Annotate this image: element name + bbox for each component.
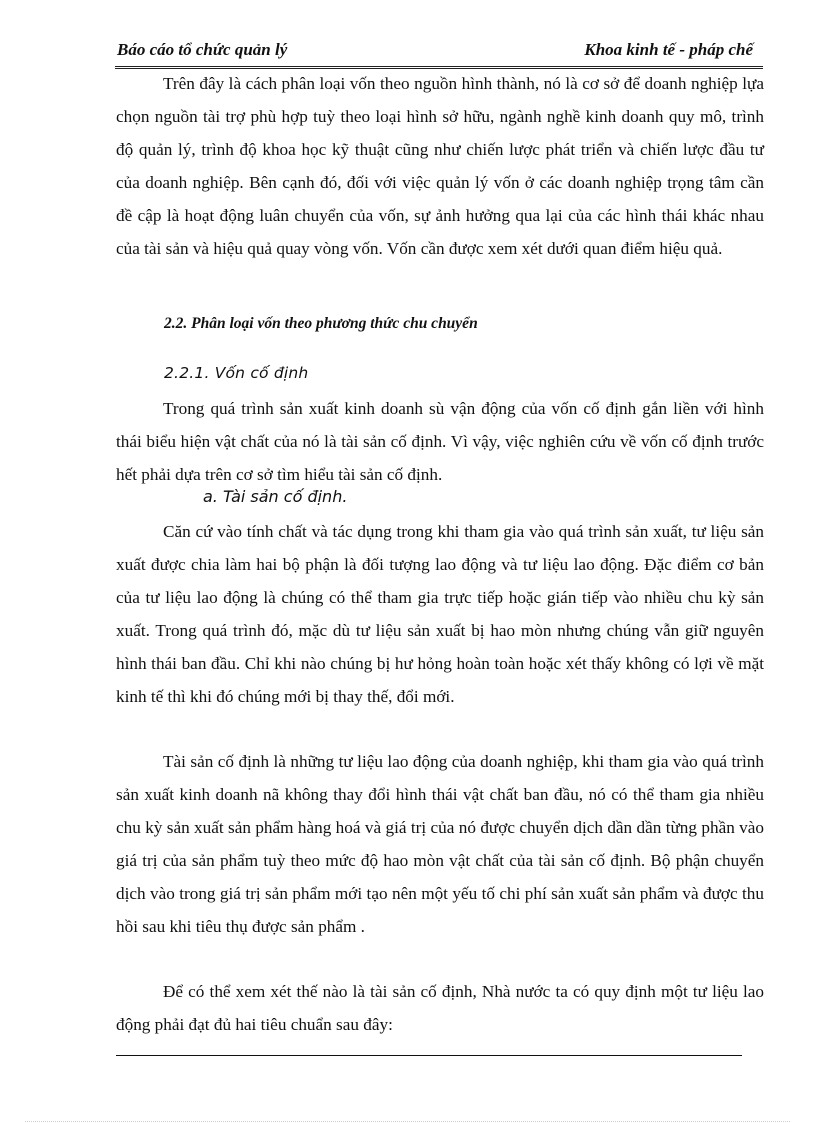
paragraph-labour-means: Căn cứ vào tính chất và tác dụng trong khi tham gia vào quá trình sản xuất, tư liệu sản xuất được chia làm hai bộ phận là đối tượng lao động và tư liệu lao động. Đặc điểm cơ bản của tư liệu lao động là chúng có thể tham gia trực tiếp hoặc gián tiếp vào nhiều chu kỳ sản xuất. Trong quá trình đó, mặc dù tư liệu sản xuất bị hao mòn nhưng chúng vẫn giữ nguyên hình thái ban đầu. Chỉ khi nào chúng bị hư hỏng hoàn toàn hoặc xét thấy không có lợi về mặt kinh tế thì khi đó chúng mới bị thay thế, đổi mới. xyxy=(116,522,764,706)
paragraph-fixed-asset-criteria: Để có thể xem xét thế nào là tài sản cố định, Nhà nước ta có quy định một tư liệu lao động phải đạt đủ hai tiêu chuẩn sau đây: xyxy=(116,982,764,1034)
subheading-fixed-assets: a. Tài sản cố định. xyxy=(203,487,348,506)
footer-divider xyxy=(116,1055,742,1056)
header-right-title: Khoa kinh tế - pháp chế xyxy=(584,40,753,59)
paragraph-capital-classification-summary: Trên đây là cách phân loại vốn theo nguồn hình thành, nó là cơ sở để doanh nghiệp lựa chọn nguồn tài trợ phù hợp tuỳ theo loại hình sở hữu, ngành nghề kinh doanh quy mô, trình độ quản lý, trình độ khoa học kỹ thuật cũng như chiến lược phát triển và chiến lược đầu tư của doanh nghiệp. Bên cạnh đó, đối với việc quản lý vốn ở các doanh nghiệp trọng tâm cần đề cập là hoạt động luân chuyển của vốn, sự ảnh hưởng qua lại của các hình thái khác nhau của tài sản và hiệu quả quay vòng vốn. Vốn cần được xem xét dưới quan điểm hiệu quả. xyxy=(116,74,764,258)
paragraph-fixed-asset-definition: Tài sản cố định là những tư liệu lao động của doanh nghiệp, khi tham gia vào quá trình sản xuất kinh doanh nã không thay đổi hình thái vật chất ban đầu, nó có thể tham gia nhiều chu kỳ sản xuất sản phẩm hàng hoá và giá trị của nó được chuyển dịch dần dần từng phần vào giá trị của sản phẩm tuỳ theo mức độ hao mòn vật chất của tài sản cố định. Bộ phận chuyển dịch vào trong giá trị sản phẩm mới tạo nên một yếu tố chi phí sản xuất sản phẩm và được thu hồi sau khi tiêu thụ được sản phẩm . xyxy=(116,752,764,936)
header-left-title: Báo cáo tổ chức quản lý xyxy=(117,40,288,59)
page-header xyxy=(115,38,763,69)
section-heading-2-2-1 xyxy=(164,363,308,383)
paragraph-fixed-capital-intro: Trong quá trình sản xuất kinh doanh sù vận động của vốn cố định gắn liền với hình thái biểu hiện vật chất của nó là tài sản cố định. Vì vậy, việc nghiên cứu về vốn cố định trước hết phải dựa trên cơ sở tìm hiểu tài sản cố định. xyxy=(116,399,764,484)
page-bottom-edge xyxy=(25,1121,790,1122)
section-heading-2-2-1-text: 2.2.1. Vốn cố định xyxy=(164,364,309,382)
section-heading-2-2: 2.2. Phân loại vốn theo phương thức chu chuyển xyxy=(164,315,478,332)
